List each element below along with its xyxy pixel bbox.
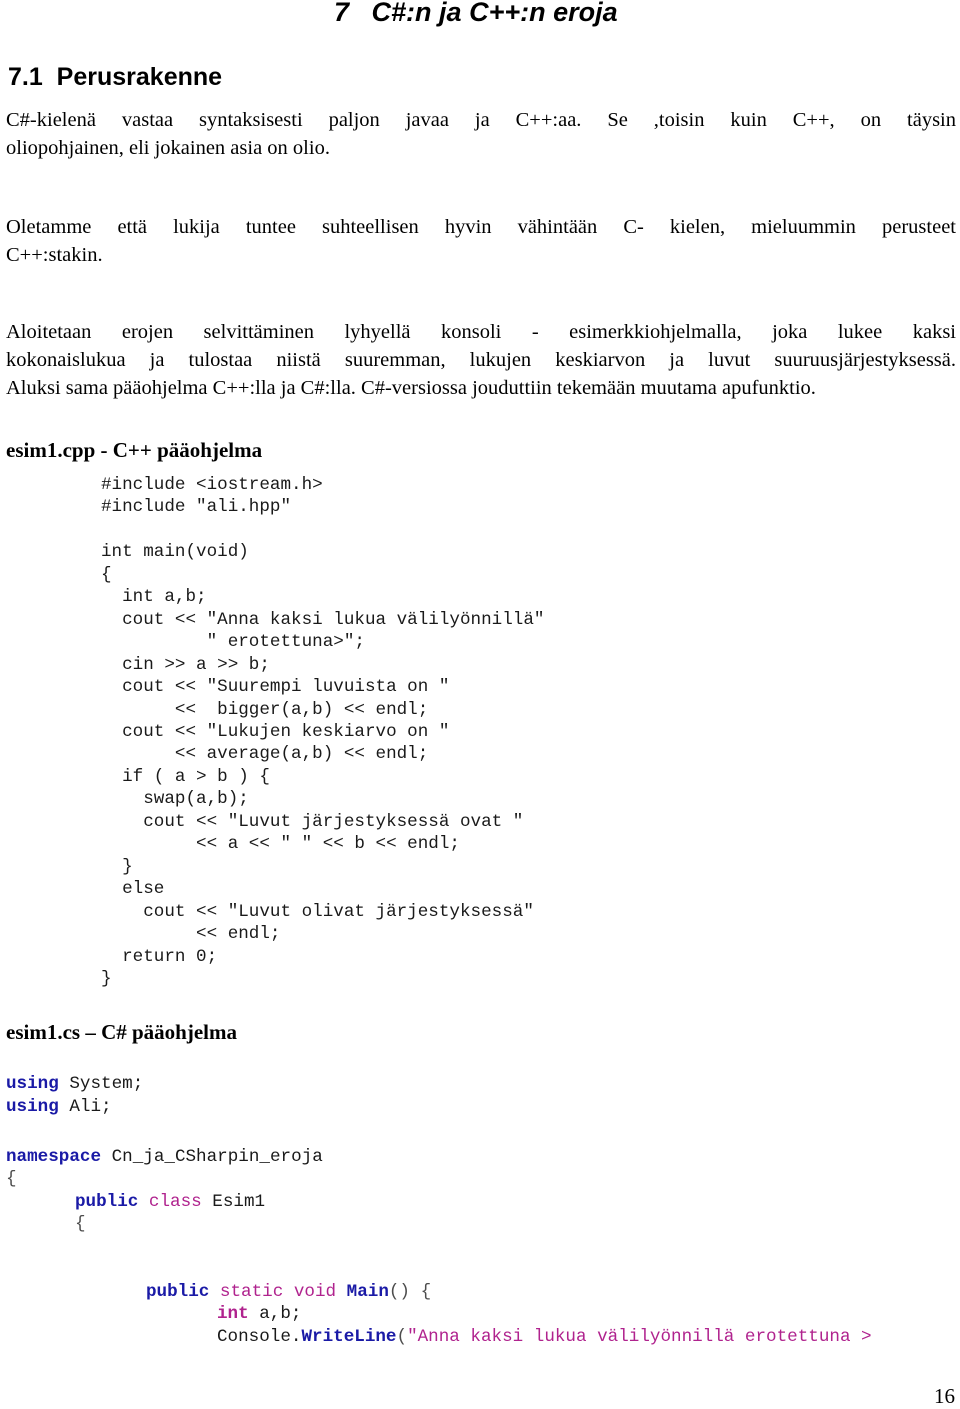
method-main: Main (346, 1282, 389, 1302)
chapter-title: C#:n ja C++:n eroja (371, 0, 618, 27)
paragraph-line: kokonaislukua ja tulostaa niistä suuremman, lukujen keskiarvon ja luvut suuruusjärjestyksessä. (6, 349, 956, 371)
brace-open: { (6, 1169, 17, 1189)
keyword-static: static (219, 1282, 284, 1302)
paragraph-line: Aloitetaan erojen selvittäminen lyhyellä konsoli - esimerkkiohjelmalla, joka lukee kaksi (6, 321, 956, 343)
paragraph-line: Oletamme että lukija tuntee suhteellisen hyvin vähintään C- kielen, mieluummin perusteet (6, 216, 956, 238)
class-name: Esim1 (212, 1192, 266, 1212)
code-line (146, 1281, 431, 1303)
paragraph-line: oliopohjainen, eli jokainen asia on olio. (6, 137, 330, 159)
page-number: 16 (934, 1384, 955, 1408)
code-line (217, 1303, 301, 1325)
chapter-heading (334, 0, 618, 28)
code-line (217, 1326, 872, 1348)
keyword-using: using (6, 1097, 59, 1117)
cs-example-label: esim1.cs – C# pääohjelma (6, 1020, 237, 1044)
namespace-system: System; (69, 1074, 144, 1094)
code-line (6, 1073, 143, 1095)
code-line (6, 1146, 323, 1168)
console-class: Console. (217, 1327, 302, 1347)
section-number: 7.1 (8, 63, 43, 91)
keyword-public: public (75, 1192, 139, 1212)
paragraph-assumption (6, 213, 956, 269)
section-title: Perusrakenne (56, 63, 223, 91)
paragraph-line: C#-kielenä vastaa syntaksisesti paljon javaa ja C++:aa. Se ,toisin kuin C++, on täysin (6, 109, 956, 131)
namespace-ali: Ali; (69, 1097, 112, 1117)
paragraph-example-intro (6, 318, 956, 402)
chapter-number: 7 (334, 0, 350, 27)
cpp-example-label: esim1.cpp - C++ pääohjelma (6, 438, 263, 462)
keyword-namespace: namespace (6, 1147, 102, 1167)
keyword-using: using (6, 1074, 59, 1094)
cpp-code-block: #include <iostream.h> #include "ali.hpp" int main(void) { int a,b; cout << "Anna kaksi lukua välilyönnillä" " erotettuna>"; cin >> a >> b; cout << "Suurempi luvuista on " << bigger(a,b) << endl; cout << "Lukujen keskiarvo on " << average(a,b) << endl; if ( a > b ) { swap(a,b); cout << "Luvut järjestyksessä ovat " << a << " " << b << endl; } else cout << "Luvut olivat järjestyksessä" << endl; return 0; } (101, 475, 545, 989)
code-line (6, 1096, 112, 1118)
string-literal: "Anna kaksi lukua välilyönnillä erotettuna > (407, 1327, 872, 1347)
namespace-name: Cn_ja_CSharpin_eroja (111, 1147, 323, 1167)
section-heading (8, 63, 222, 92)
code-line (6, 1168, 17, 1190)
method-writeline: WriteLine (301, 1327, 397, 1347)
variables: a,b; (259, 1304, 302, 1324)
brace-open: { (75, 1214, 86, 1234)
paragraph-intro (6, 106, 956, 162)
paragraph-line: C++:stakin. (6, 244, 103, 266)
code-line (75, 1191, 265, 1213)
keyword-public: public (146, 1282, 210, 1302)
keyword-int: int (217, 1304, 249, 1324)
paragraph-line: Aluksi sama pääohjelma C++:lla ja C#:lla. C#-versiossa jouduttiin tekemään muutama apufunktio. (6, 377, 816, 399)
parens: () (388, 1282, 410, 1302)
keyword-void: void (293, 1282, 337, 1302)
code-line (75, 1213, 86, 1235)
keyword-class: class (148, 1192, 202, 1212)
paren-open: ( (396, 1327, 408, 1347)
brace-open: { (420, 1282, 432, 1302)
